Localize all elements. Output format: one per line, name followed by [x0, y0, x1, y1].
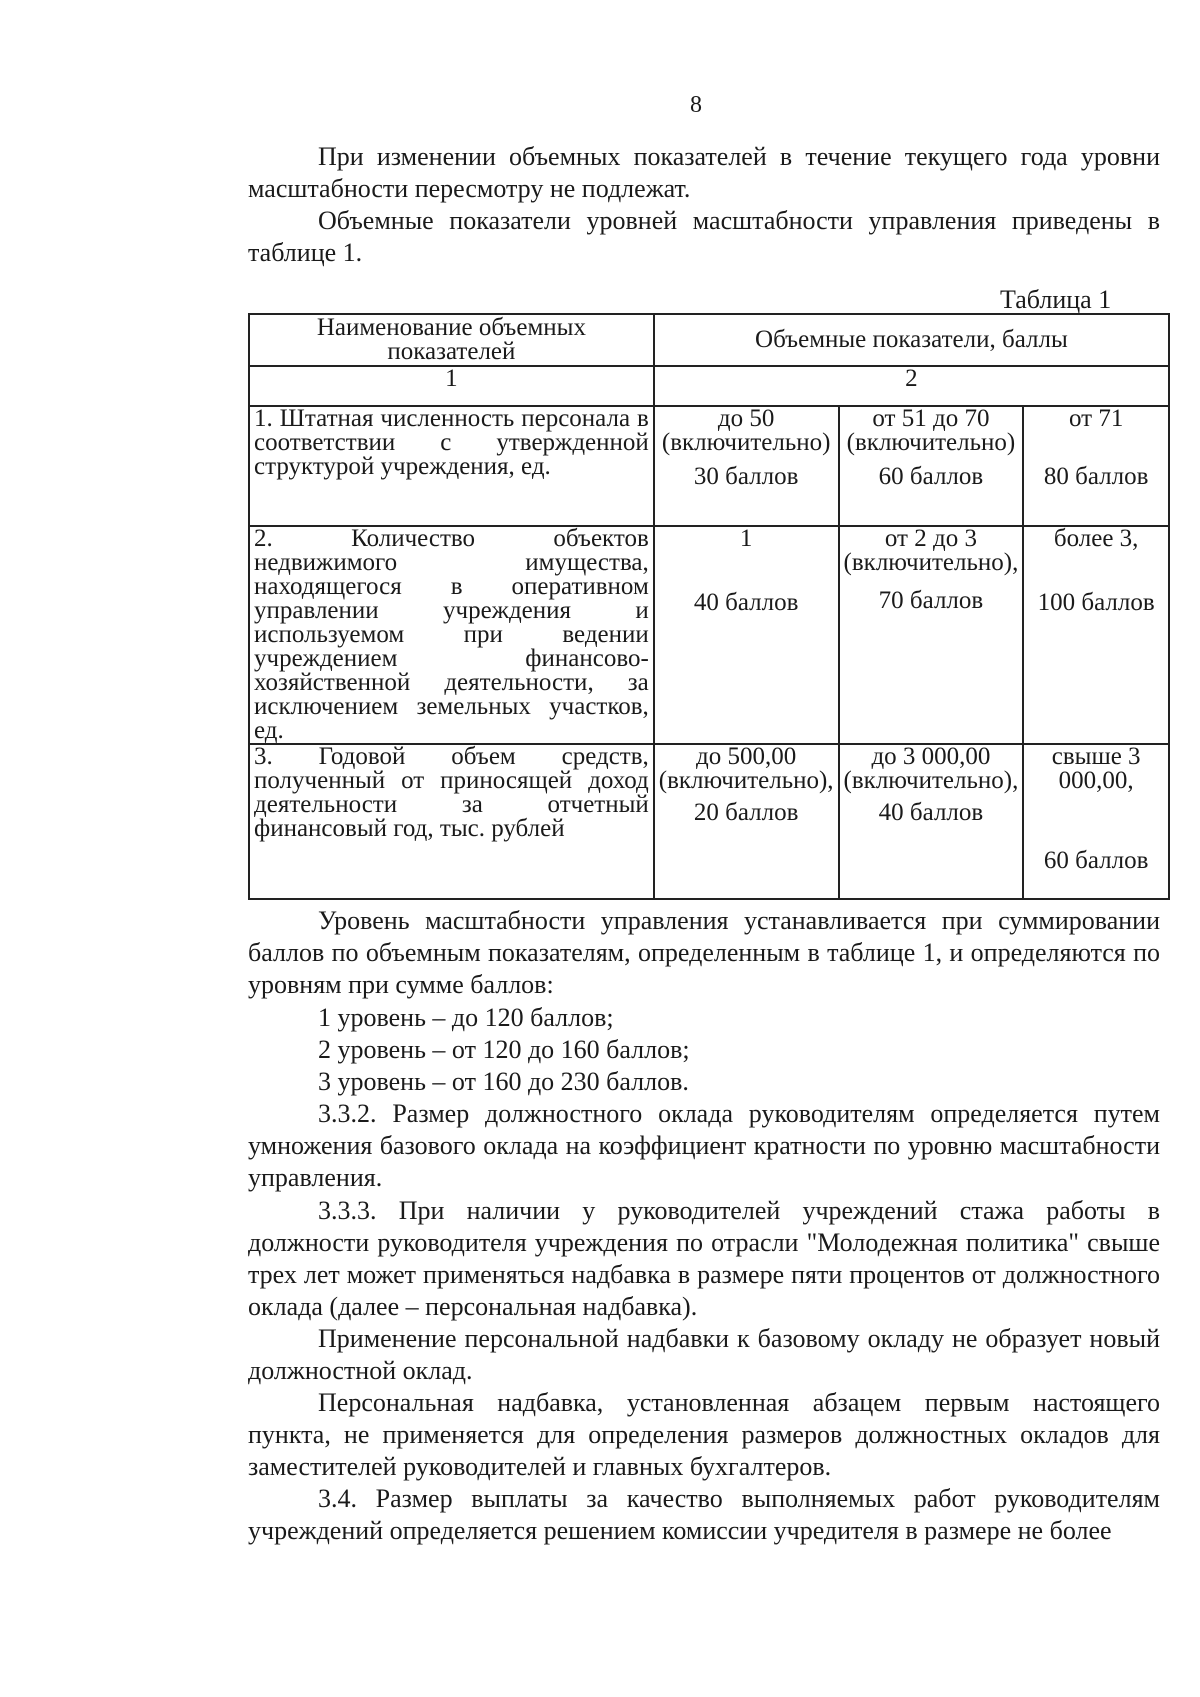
value-text: до 500,00 (включительно), — [658, 743, 834, 794]
table-row — [249, 406, 1169, 526]
value-text: более 3, — [1053, 525, 1139, 552]
level-item: 2 уровень – от 120 до 160 баллов; — [318, 1035, 690, 1064]
paragraph-level-intro: Уровень масштабности управления устанавливается при суммировании баллов по объемным показателям, определенным в таблице 1, и определяются по уровням при сумме баллов: — [248, 906, 1160, 999]
value-cell — [839, 744, 1024, 899]
points-text: 80 баллов — [1043, 463, 1149, 490]
paragraph-apply-bonus: Применение персональной надбавки к базовому окладу не образует новый должностной оклад. — [248, 1324, 1160, 1385]
value-text: от 71 — [1068, 405, 1124, 432]
points-text: 60 баллов — [1043, 847, 1149, 874]
table-row — [249, 526, 1169, 744]
header-indicator-name: Наименование объемных показателей — [249, 314, 654, 366]
value-cell — [1023, 526, 1169, 744]
value-cell — [1023, 406, 1169, 526]
indicator-name: 1. Штатная численность персонала в соответствии с утвержденной структурой учреждения, ед. — [249, 406, 654, 526]
paragraph-table-ref: Объемные показатели уровней масштабности управления приведены в таблице 1. — [248, 206, 1160, 267]
value-text: до 3 000,00 (включительно), — [843, 743, 1019, 794]
points-text: 70 баллов — [878, 587, 984, 614]
page-number: 8 — [690, 92, 702, 118]
points-text: 100 баллов — [1037, 589, 1155, 616]
value-text: 1 — [739, 525, 753, 552]
value-text: от 2 до 3 (включительно), — [843, 525, 1019, 576]
table-index-row — [249, 366, 1169, 406]
value-text: от 51 до 70 (включительно) — [846, 405, 1016, 456]
table-row — [249, 744, 1169, 899]
paragraph-3-3-3: 3.3.3. При наличии у руководителей учреждений стажа работы в должности руководителя учреждения по отрасли "Молодежная политика" свыше трех лет может применяться надбавка в размере пяти процентов от должностного оклада (далее – персональная надбавка). — [248, 1196, 1160, 1321]
value-text: свыше 3 000,00, — [1051, 743, 1141, 794]
paragraph-volume-change: При изменении объемных показателей в течение текущего года уровни масштабности пересмотру не подлежат. — [248, 142, 1160, 203]
value-cell — [1023, 744, 1169, 899]
paragraph-3-4: 3.4. Размер выплаты за качество выполняемых работ руководителям учреждений определяется решением комиссии учредителя в размере не более — [248, 1484, 1160, 1545]
value-text: до 50 (включительно) — [661, 405, 831, 456]
volume-indicators-table — [248, 313, 1170, 900]
indicator-name: 3. Годовой объем средств, полученный от приносящей доход деятельности за отчетный финансовый год, тыс. рублей — [249, 744, 654, 899]
points-text: 60 баллов — [878, 463, 984, 490]
value-cell — [839, 406, 1024, 526]
level-item: 3 уровень – от 160 до 230 баллов. — [318, 1067, 689, 1096]
index-col-2: 2 — [654, 366, 1169, 406]
value-cell — [654, 744, 839, 899]
points-text: 40 баллов — [878, 799, 984, 826]
index-col-1: 1 — [249, 366, 654, 406]
value-cell — [654, 406, 839, 526]
points-text: 20 баллов — [693, 799, 799, 826]
paragraph-personal-bonus: Персональная надбавка, установленная абзацем первым настоящего пункта, не применяется для определения размеров должностных окладов для заместителей руководителей и главных бухгалтеров. — [248, 1388, 1160, 1481]
table-header-row — [249, 314, 1169, 366]
level-item: 1 уровень – до 120 баллов; — [318, 1003, 614, 1032]
value-cell — [839, 526, 1024, 744]
indicator-name: 2. Количество объектов недвижимого имущества, находящегося в оперативном управлении учреждения и используемом при ведении учреждением финансово-хозяйственной деятельности, за исключением земельных участков, ед. — [249, 526, 654, 744]
value-cell — [654, 526, 839, 744]
paragraph-3-3-2: 3.3.2. Размер должностного оклада руководителям определяется путем умножения базового оклада на коэффициент кратности по уровню масштабности управления. — [248, 1099, 1160, 1192]
points-text: 30 баллов — [693, 463, 799, 490]
header-indicator-points: Объемные показатели, баллы — [654, 314, 1169, 366]
table-caption: Таблица 1 — [1000, 285, 1112, 314]
points-text: 40 баллов — [693, 589, 799, 616]
